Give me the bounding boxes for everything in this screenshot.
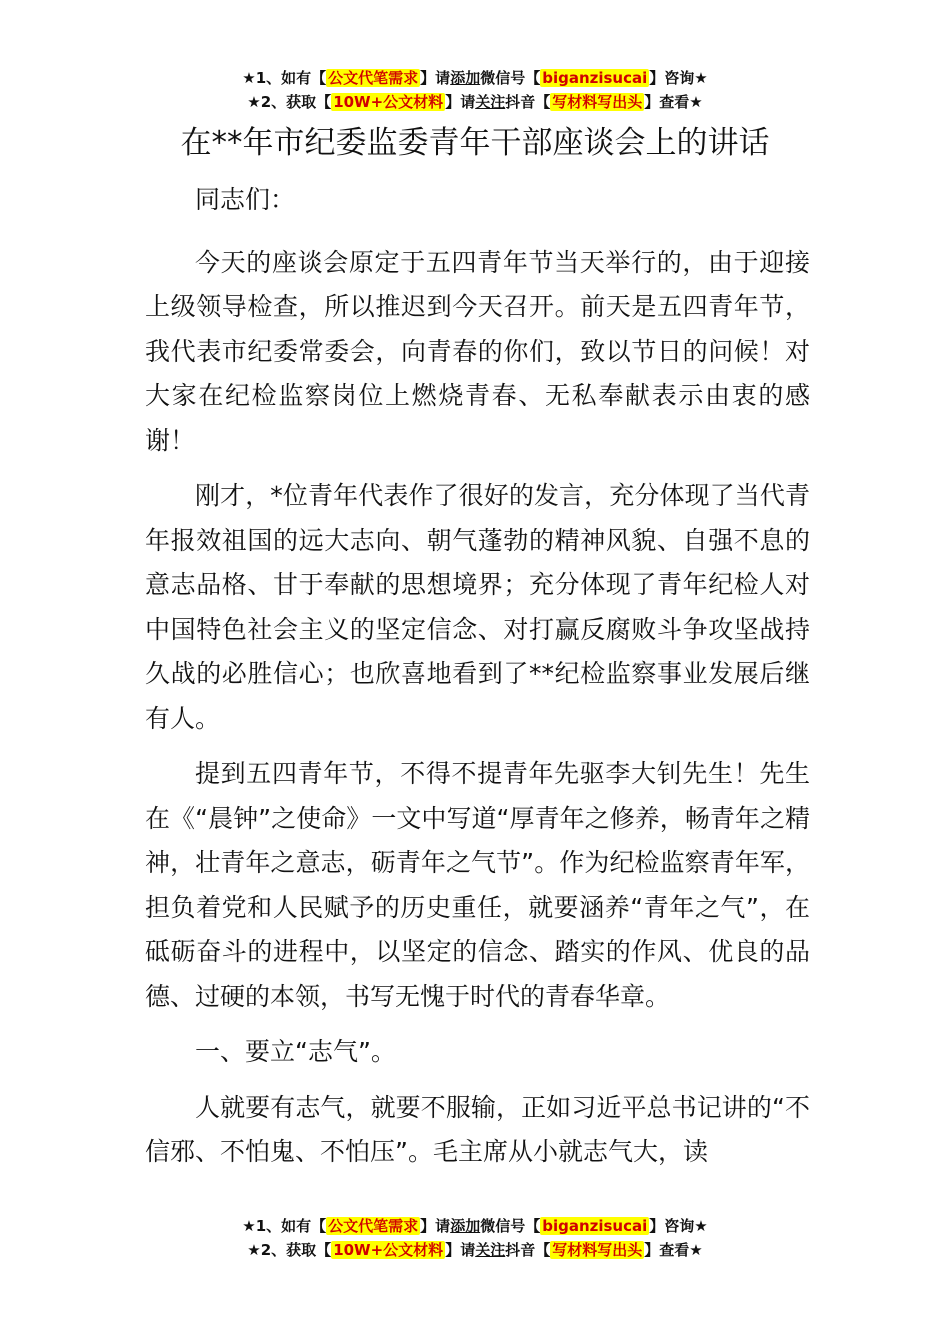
- paragraph: 提到五四青年节，不得不提青年先驱李大钊先生！先生在《“晨钟”之使命》一文中写道“厚青年之修养，畅青年之精神，壮青年之意志，砺青年之气节”。作为纪检监察青年军，担负着党和人民赋予的历史重任，就要涵养“青年之气”，在砥砺奋斗的进程中，以坚定的信念、踏实的作风、优良的品德、过硬的本领，书写无愧于时代的青春华章。: [145, 759, 810, 1011]
- promo-text: 】请: [420, 1217, 451, 1235]
- promo-text: 】查看★: [644, 93, 703, 111]
- promo-text: 】咨询★: [649, 69, 708, 87]
- promo-highlight: 公文代笔需求: [328, 69, 419, 87]
- section-heading: 一、要立“志气”。: [195, 1037, 396, 1066]
- promo-highlight: 写材料写出头: [552, 93, 643, 111]
- paragraph: 今天的座谈会原定于五四青年节当天举行的，由于迎接上级领导检查，所以推迟到今天召开。前天是五四青年节，我代表市纪委常委会，向青春的你们，致以节日的问候！对大家在纪检监察岗位上燃烧青春、无私奉献表示由衷的感谢！: [145, 247, 810, 455]
- promo-text: ★1、如有【: [242, 1217, 327, 1235]
- promo-text: 微信号【: [480, 1217, 541, 1235]
- promo-highlight: 10W+公文材料: [333, 93, 444, 111]
- paragraph: 刚才，*位青年代表作了很好的发言，充分体现了当代青年报效祖国的远大志向、朝气蓬勃的精神风貌、自强不息的意志品格、甘于奉献的思想境界；充分体现了青年纪检人对中国特色社会主义的坚定信念、对打赢反腐败斗争攻坚战持久战的必胜信心；也欣喜地看到了**纪检监察事业发展后继有人。: [145, 481, 810, 733]
- promo-line-2: [0, 1238, 950, 1262]
- promo-highlight: 公文代笔需求: [328, 1217, 419, 1235]
- promo-underlined: 关注: [475, 93, 506, 111]
- promo-underlined: 添加: [450, 1217, 481, 1235]
- document-body: [145, 178, 810, 1186]
- promo-line-1: [0, 1214, 950, 1238]
- bottom-promo-banner: [0, 1214, 950, 1262]
- promo-underlined: 添加: [450, 69, 481, 87]
- paragraph: 人就要有志气，就要不服输，正如习近平总书记讲的“不信邪、不怕鬼、不怕压”。毛主席从小就志气大，读: [145, 1092, 810, 1166]
- promo-highlight: biganzisucai: [542, 69, 648, 87]
- promo-line-2: [0, 90, 950, 114]
- promo-highlight: 10W+公文材料: [333, 1241, 444, 1259]
- top-promo-banner: [0, 66, 950, 114]
- promo-text: 】请: [445, 1241, 476, 1259]
- promo-text: 】咨询★: [649, 1217, 708, 1235]
- promo-text: 微信号【: [480, 69, 541, 87]
- promo-underlined: 关注: [475, 1241, 506, 1259]
- promo-text: 抖音【: [505, 93, 551, 111]
- promo-highlight: 写材料写出头: [552, 1241, 643, 1259]
- promo-highlight: biganzisucai: [542, 1217, 648, 1235]
- greeting: 同志们：: [195, 185, 296, 214]
- document-title: 在**年市纪委监委青年干部座谈会上的讲话: [180, 125, 770, 161]
- promo-text: ★2、获取【: [247, 1241, 332, 1259]
- promo-text: ★2、获取【: [247, 93, 332, 111]
- promo-text: 】请: [420, 69, 451, 87]
- promo-line-1: [0, 66, 950, 90]
- promo-text: 】请: [445, 93, 476, 111]
- promo-text: ★1、如有【: [242, 69, 327, 87]
- promo-text: 抖音【: [505, 1241, 551, 1259]
- promo-text: 】查看★: [644, 1241, 703, 1259]
